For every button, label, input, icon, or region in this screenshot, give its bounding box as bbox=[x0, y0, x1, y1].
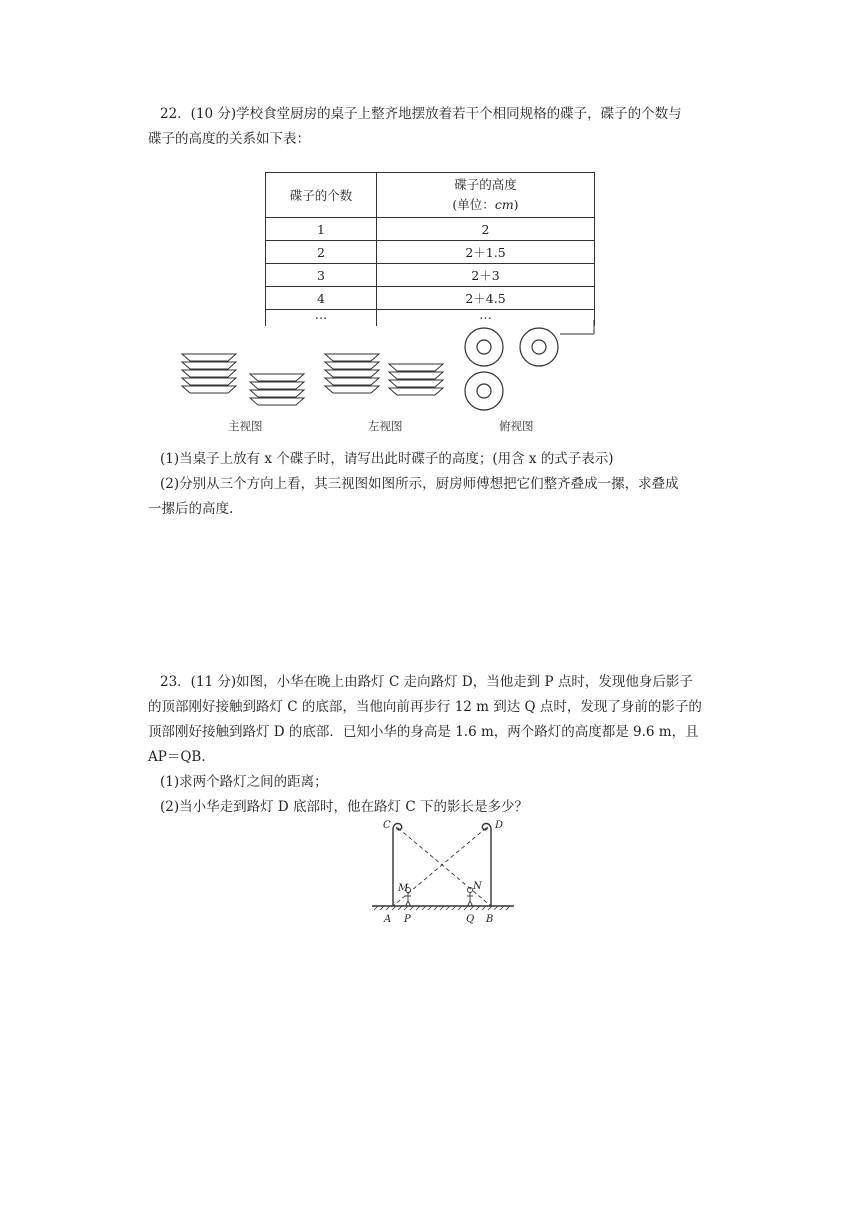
three-views-figure bbox=[0, 320, 860, 440]
left-view-stack-4 bbox=[389, 364, 443, 395]
table-cell-count: 4 bbox=[266, 287, 377, 310]
header-height-line2: (单位： bbox=[452, 197, 495, 212]
q22-part1: (1)当桌子上放有 x 个碟子时，请写出此时碟子的高度；(用含 x 的式子表示) bbox=[160, 451, 614, 467]
q23-stem-line1: 23．(11 分)如图，小华在晚上由路灯 C 走向路灯 D，当他走到 P 点时，发现他身后影子 bbox=[160, 674, 693, 690]
q23-part1: (1)求两个路灯之间的距离； bbox=[160, 774, 328, 790]
label-a: A bbox=[384, 914, 392, 925]
q23-stem-line3: 顶部刚好接触到路灯 D 的底部．已知小华的身高是 1.6 m，两个路灯的高度都是 9.6 m，且 bbox=[148, 724, 699, 740]
header-height-unit: cm bbox=[494, 197, 514, 212]
header-height-close: ) bbox=[513, 197, 519, 212]
left-view-stack-5 bbox=[325, 354, 379, 393]
table-cell-count: 2 bbox=[266, 241, 377, 264]
q23-part2: (2)当小华走到路灯 D 底部时，他在路灯 C 下的影长是多少？ bbox=[160, 799, 528, 815]
front-view-stack-5 bbox=[182, 354, 236, 393]
label-m: M bbox=[398, 883, 409, 894]
label-b: B bbox=[486, 914, 494, 925]
table-cell-count: … bbox=[266, 310, 377, 327]
label-n: N bbox=[473, 881, 482, 892]
street-lamp-figure bbox=[0, 810, 860, 930]
top-view-label: 俯视图 bbox=[499, 419, 534, 433]
label-q: Q bbox=[466, 914, 475, 925]
q22-stem-line1: 22．(10 分)学校食堂厨房的桌子上整齐地摆放着若干个相同规格的碟子，碟子的个数与 bbox=[160, 106, 682, 122]
q22-stem-line2: 碟子的高度的关系如下表： bbox=[148, 131, 310, 147]
front-view-label: 主视图 bbox=[228, 419, 263, 433]
label-p: P bbox=[404, 914, 411, 925]
dish-table bbox=[265, 172, 595, 326]
label-d: D bbox=[495, 820, 504, 831]
table-cell-height: 2＋4.5 bbox=[377, 287, 595, 310]
label-c: C bbox=[383, 820, 391, 831]
left-view-label: 左视图 bbox=[368, 419, 403, 433]
header-height-line1: 碟子的高度 bbox=[454, 177, 517, 192]
q23-stem-line4: AP＝QB. bbox=[148, 749, 206, 765]
table-cell-count: 1 bbox=[266, 218, 377, 241]
header-height bbox=[377, 173, 595, 218]
front-view-stack-4 bbox=[250, 374, 304, 405]
table-cell-height: 2＋3 bbox=[377, 264, 595, 287]
q22-part2-line2: 一摞后的高度. bbox=[148, 501, 234, 517]
q22-part2-line1: (2)分别从三个方向上看，其三视图如图所示，厨房师傅想把它们整齐叠成一摞，求叠成 bbox=[160, 476, 679, 492]
table-cell-count: 3 bbox=[266, 264, 377, 287]
table-cell-height: … bbox=[377, 310, 595, 327]
header-count: 碟子的个数 bbox=[266, 173, 377, 218]
top-view-circles bbox=[465, 328, 558, 410]
table-cell-height: 2＋1.5 bbox=[377, 241, 595, 264]
table-cell-height: 2 bbox=[377, 218, 595, 241]
q23-stem-line2: 的顶部刚好接触到路灯 C 的底部，当他向前再步行 12 m 到达 Q 点时，发现了身前的影子的 bbox=[148, 699, 702, 715]
lamp-post-d bbox=[482, 824, 491, 907]
